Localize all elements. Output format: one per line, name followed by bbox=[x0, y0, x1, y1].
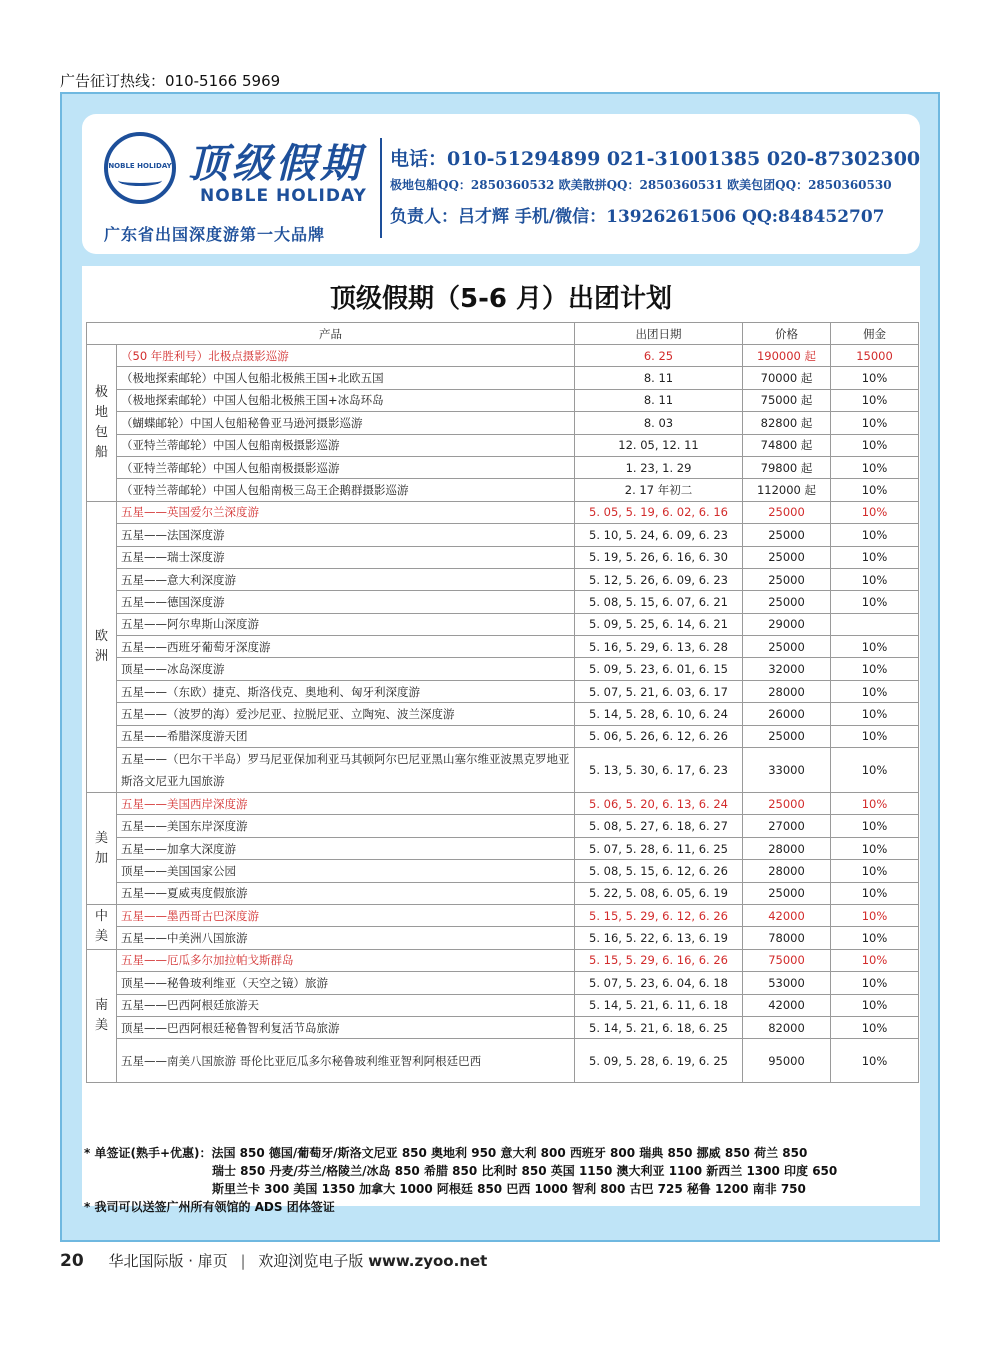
commission-cell: 10% bbox=[831, 501, 919, 523]
product-cell: 五星——美国东岸深度游 bbox=[117, 815, 575, 837]
product-cell: 五星——加拿大深度游 bbox=[117, 837, 575, 859]
commission-cell: 10% bbox=[831, 837, 919, 859]
table-row bbox=[87, 434, 919, 456]
table-row bbox=[87, 389, 919, 411]
price-cell: 42000 bbox=[743, 904, 831, 926]
region-label: 欧洲 bbox=[94, 628, 108, 664]
table-row bbox=[87, 882, 919, 904]
date-cell: 5. 07, 5. 21, 6. 03, 6. 17 bbox=[575, 680, 743, 702]
commission-cell: 10% bbox=[831, 748, 919, 793]
date-cell: 6. 25 bbox=[575, 345, 743, 367]
product-cell: 五星——意大利深度游 bbox=[117, 568, 575, 590]
date-cell: 5. 08, 5. 27, 6. 18, 6. 27 bbox=[575, 815, 743, 837]
product-cell: 五星——南美八国旅游 哥伦比亚厄瓜多尔秘鲁玻利维亚智利阿根廷巴西 bbox=[117, 1039, 575, 1083]
table-row bbox=[87, 703, 919, 725]
table-row bbox=[87, 860, 919, 882]
product-cell: （50 年胜利号）北极点摄影巡游 bbox=[117, 345, 575, 367]
date-cell: 5. 16, 5. 22, 6. 13, 6. 19 bbox=[575, 927, 743, 949]
page-frame bbox=[60, 92, 940, 1242]
price-cell: 25000 bbox=[743, 524, 831, 546]
visa-line-2: 瑞士 850 丹麦/芬兰/格陵兰/冰岛 850 希腊 850 比利时 850 英国 1150 澳大利亚 1100 新西兰 1300 印度 650 bbox=[212, 1164, 838, 1178]
table-row bbox=[87, 972, 919, 994]
product-cell: 五星——巴西阿根廷旅游天 bbox=[117, 994, 575, 1016]
price-cell: 95000 bbox=[743, 1039, 831, 1083]
date-cell: 5. 08, 5. 15, 6. 12, 6. 26 bbox=[575, 860, 743, 882]
table-row bbox=[87, 1039, 919, 1083]
product-cell: 五星——德国深度游 bbox=[117, 591, 575, 613]
table-row bbox=[87, 568, 919, 590]
date-cell: 8. 03 bbox=[575, 412, 743, 434]
product-cell: 五星——西班牙葡萄牙深度游 bbox=[117, 636, 575, 658]
price-cell: 25000 bbox=[743, 591, 831, 613]
visa-notes bbox=[84, 1144, 904, 1216]
price-cell: 29000 bbox=[743, 613, 831, 635]
phone-line: 电话：010-51294899 021-31001385 020-87302300 bbox=[390, 148, 921, 170]
product-cell: 五星——（东欧）捷克、斯洛伐克、奥地利、匈牙利深度游 bbox=[117, 680, 575, 702]
table-row bbox=[87, 636, 919, 658]
commission-cell: 10% bbox=[831, 949, 919, 971]
product-cell: 顶星——巴西阿根廷秘鲁智利复活节岛旅游 bbox=[117, 1016, 575, 1038]
commission-cell: 10% bbox=[831, 1039, 919, 1083]
commission-cell: 15000 bbox=[831, 345, 919, 367]
date-cell: 5. 14, 5. 28, 6. 10, 6. 24 bbox=[575, 703, 743, 725]
product-cell: 五星——厄瓜多尔加拉帕戈斯群岛 bbox=[117, 949, 575, 971]
product-cell: 顶星——秘鲁玻利维亚（天空之镜）旅游 bbox=[117, 972, 575, 994]
header-commission: 佣金 bbox=[831, 323, 919, 345]
price-cell: 82000 bbox=[743, 1016, 831, 1038]
commission-cell: 10% bbox=[831, 815, 919, 837]
date-cell: 5. 14, 5. 21, 6. 18, 6. 25 bbox=[575, 1016, 743, 1038]
price-cell: 25000 bbox=[743, 636, 831, 658]
browse-text: 欢迎浏览电子版 bbox=[258, 1252, 364, 1270]
manager-line: 负责人：吕才辉 手机/微信：13926261506 QQ:848452707 bbox=[390, 207, 885, 227]
region-cell bbox=[87, 949, 117, 1083]
commission-cell: 10% bbox=[831, 1016, 919, 1038]
table-row bbox=[87, 748, 919, 793]
date-cell: 5. 09, 5. 25, 6. 14, 6. 21 bbox=[575, 613, 743, 635]
commission-cell: 10% bbox=[831, 725, 919, 747]
price-cell: 190000 起 bbox=[743, 345, 831, 367]
product-cell: 五星——法国深度游 bbox=[117, 524, 575, 546]
price-cell: 28000 bbox=[743, 837, 831, 859]
price-cell: 75000 bbox=[743, 949, 831, 971]
date-cell: 5. 22, 5. 08, 6. 05, 6. 19 bbox=[575, 882, 743, 904]
footer-separator: | bbox=[240, 1252, 246, 1270]
product-cell: 五星——美国西岸深度游 bbox=[117, 793, 575, 815]
date-cell: 8. 11 bbox=[575, 389, 743, 411]
region-cell bbox=[87, 793, 117, 905]
date-cell: 5. 07, 5. 23, 6. 04, 6. 18 bbox=[575, 972, 743, 994]
commission-cell: 10% bbox=[831, 703, 919, 725]
price-cell: 25000 bbox=[743, 725, 831, 747]
date-cell: 5. 10, 5. 24, 6. 09, 6. 23 bbox=[575, 524, 743, 546]
product-cell: 五星——瑞士深度游 bbox=[117, 546, 575, 568]
ad-hotline: 广告征订热线：010-5166 5969 bbox=[60, 72, 281, 90]
table-row bbox=[87, 994, 919, 1016]
price-cell: 25000 bbox=[743, 793, 831, 815]
section-name: 华北国际版 · 扉页 bbox=[108, 1252, 228, 1270]
commission-cell: 10% bbox=[831, 927, 919, 949]
date-cell: 1. 23, 1. 29 bbox=[575, 456, 743, 478]
commission-cell: 10% bbox=[831, 680, 919, 702]
plan-title: 顶级假期（5-6 月）出团计划 bbox=[329, 284, 673, 314]
product-cell: 五星——墨西哥古巴深度游 bbox=[117, 904, 575, 926]
product-cell: 五星——夏威夷度假旅游 bbox=[117, 882, 575, 904]
header-date: 出团日期 bbox=[575, 323, 743, 345]
date-cell: 5. 15, 5. 29, 6. 16, 6. 26 bbox=[575, 949, 743, 971]
commission-cell: 10% bbox=[831, 793, 919, 815]
visa-line-3: 斯里兰卡 300 美国 1350 加拿大 1000 阿根廷 850 巴西 1000 智利 800 古巴 725 秘鲁 1200 南非 750 bbox=[212, 1182, 806, 1196]
table-row bbox=[87, 456, 919, 478]
table-row bbox=[87, 501, 919, 523]
table-row bbox=[87, 345, 919, 367]
date-cell: 5. 06, 5. 26, 6. 12, 6. 26 bbox=[575, 725, 743, 747]
commission-cell bbox=[831, 613, 919, 635]
date-cell: 8. 11 bbox=[575, 367, 743, 389]
date-cell: 5. 07, 5. 28, 6. 11, 6. 25 bbox=[575, 837, 743, 859]
product-cell: 五星——阿尔卑斯山深度游 bbox=[117, 613, 575, 635]
table-body bbox=[87, 345, 919, 1083]
tour-plan-table bbox=[86, 322, 919, 1083]
table-row bbox=[87, 949, 919, 971]
table-row bbox=[87, 412, 919, 434]
product-cell: 五星——（波罗的海）爱沙尼亚、拉脱尼亚、立陶宛、波兰深度游 bbox=[117, 703, 575, 725]
commission-cell: 10% bbox=[831, 524, 919, 546]
product-cell: 五星——中美洲八国旅游 bbox=[117, 927, 575, 949]
price-cell: 42000 bbox=[743, 994, 831, 1016]
price-cell: 27000 bbox=[743, 815, 831, 837]
product-cell: 五星——英国爱尔兰深度游 bbox=[117, 501, 575, 523]
date-cell: 5. 08, 5. 15, 6. 07, 6. 21 bbox=[575, 591, 743, 613]
header-product: 产品 bbox=[87, 323, 575, 345]
commission-cell: 10% bbox=[831, 546, 919, 568]
date-cell: 5. 14, 5. 21, 6. 11, 6. 18 bbox=[575, 994, 743, 1016]
logo-emblem bbox=[104, 132, 176, 204]
table-row bbox=[87, 837, 919, 859]
price-cell: 28000 bbox=[743, 680, 831, 702]
site-url[interactable]: www.zyoo.net bbox=[368, 1252, 488, 1270]
date-cell: 2. 17 年初二 bbox=[575, 479, 743, 501]
date-cell: 5. 15, 5. 29, 6. 12, 6. 26 bbox=[575, 904, 743, 926]
price-cell: 112000 起 bbox=[743, 479, 831, 501]
commission-cell: 10% bbox=[831, 636, 919, 658]
table-row bbox=[87, 815, 919, 837]
price-cell: 79800 起 bbox=[743, 456, 831, 478]
table-row bbox=[87, 591, 919, 613]
region-label: 极地包船 bbox=[94, 384, 108, 460]
price-cell: 32000 bbox=[743, 658, 831, 680]
qq-line: 极地包船QQ：2850360532 欧美散拼QQ：2850360531 欧美包团QQ：2850360530 bbox=[390, 178, 892, 192]
table-row bbox=[87, 904, 919, 926]
table-row bbox=[87, 793, 919, 815]
plan-card bbox=[82, 266, 920, 1206]
price-cell: 28000 bbox=[743, 860, 831, 882]
commission-cell: 10% bbox=[831, 434, 919, 456]
brand-name-cn: 顶级假期 bbox=[188, 140, 364, 187]
commission-cell: 10% bbox=[831, 479, 919, 501]
region-label: 中美 bbox=[94, 908, 108, 944]
commission-cell: 10% bbox=[831, 860, 919, 882]
commission-cell: 10% bbox=[831, 367, 919, 389]
header-divider bbox=[380, 138, 382, 238]
product-cell: （亚特兰蒂邮轮）中国人包船南极三岛王企鹅群摄影巡游 bbox=[117, 479, 575, 501]
header-card bbox=[82, 114, 920, 254]
product-cell: （亚特兰蒂邮轮）中国人包船南极摄影巡游 bbox=[117, 434, 575, 456]
brand-slogan: 广东省出国深度游第一大品牌 bbox=[104, 225, 326, 244]
header-price: 价格 bbox=[743, 323, 831, 345]
commission-cell: 10% bbox=[831, 904, 919, 926]
product-cell: 五星——希腊深度游天团 bbox=[117, 725, 575, 747]
commission-cell: 10% bbox=[831, 972, 919, 994]
date-cell: 12. 05, 12. 11 bbox=[575, 434, 743, 456]
table-row bbox=[87, 927, 919, 949]
commission-cell: 10% bbox=[831, 568, 919, 590]
price-cell: 74800 起 bbox=[743, 434, 831, 456]
product-cell: （亚特兰蒂邮轮）中国人包船南极摄影巡游 bbox=[117, 456, 575, 478]
table-row bbox=[87, 658, 919, 680]
page-footer bbox=[60, 1250, 940, 1271]
date-cell: 5. 09, 5. 28, 6. 19, 6. 25 bbox=[575, 1039, 743, 1083]
commission-cell: 10% bbox=[831, 456, 919, 478]
price-cell: 33000 bbox=[743, 748, 831, 793]
price-cell: 25000 bbox=[743, 568, 831, 590]
table-header-row bbox=[87, 323, 919, 345]
wave-icon bbox=[118, 175, 162, 186]
date-cell: 5. 13, 5. 30, 6. 17, 6. 23 bbox=[575, 748, 743, 793]
table-row bbox=[87, 479, 919, 501]
table-row bbox=[87, 524, 919, 546]
table-row bbox=[87, 613, 919, 635]
commission-cell: 10% bbox=[831, 658, 919, 680]
price-cell: 70000 起 bbox=[743, 367, 831, 389]
commission-cell: 10% bbox=[831, 882, 919, 904]
price-cell: 26000 bbox=[743, 703, 831, 725]
price-cell: 25000 bbox=[743, 882, 831, 904]
date-cell: 5. 06, 5. 20, 6. 13, 6. 24 bbox=[575, 793, 743, 815]
price-cell: 53000 bbox=[743, 972, 831, 994]
date-cell: 5. 19, 5. 26, 6. 16, 6. 30 bbox=[575, 546, 743, 568]
date-cell: 5. 12, 5. 26, 6. 09, 6. 23 bbox=[575, 568, 743, 590]
logo-ring-text: NOBLE HOLIDAY bbox=[108, 162, 172, 170]
region-cell bbox=[87, 345, 117, 502]
date-cell: 5. 09, 5. 23, 6. 01, 6. 15 bbox=[575, 658, 743, 680]
price-cell: 82800 起 bbox=[743, 412, 831, 434]
product-cell: （蝴蝶邮轮）中国人包船秘鲁亚马逊河摄影巡游 bbox=[117, 412, 575, 434]
region-cell bbox=[87, 501, 117, 792]
product-cell: 五星——（巴尔干半岛）罗马尼亚保加利亚马其顿阿尔巴尼亚黑山塞尔维亚波黑克罗地亚斯洛文尼亚九国旅游 bbox=[117, 748, 575, 793]
table-row bbox=[87, 367, 919, 389]
product-cell: 顶星——冰岛深度游 bbox=[117, 658, 575, 680]
region-label: 南美 bbox=[94, 998, 108, 1034]
region-cell bbox=[87, 904, 117, 949]
table-row bbox=[87, 725, 919, 747]
visa-line-1: * 单签证(熟手+优惠)：法国 850 德国/葡萄牙/斯洛文尼亚 850 奥地利 950 意大利 800 西班牙 800 瑞典 850 挪威 850 荷兰 850 bbox=[84, 1146, 808, 1160]
brand-name-en: NOBLE HOLIDAY bbox=[200, 186, 367, 206]
table-row bbox=[87, 680, 919, 702]
table-row bbox=[87, 1016, 919, 1038]
table-row bbox=[87, 546, 919, 568]
commission-cell: 10% bbox=[831, 994, 919, 1016]
date-cell: 5. 05, 5. 19, 6. 02, 6. 16 bbox=[575, 501, 743, 523]
product-cell: 顶星——美国国家公园 bbox=[117, 860, 575, 882]
ads-line: * 我司可以送签广州所有领馆的 ADS 团体签证 bbox=[84, 1200, 335, 1214]
price-cell: 78000 bbox=[743, 927, 831, 949]
date-cell: 5. 16, 5. 29, 6. 13, 6. 28 bbox=[575, 636, 743, 658]
commission-cell: 10% bbox=[831, 412, 919, 434]
commission-cell: 10% bbox=[831, 591, 919, 613]
product-cell: （极地探索邮轮）中国人包船北极熊王国+冰岛环岛 bbox=[117, 389, 575, 411]
price-cell: 25000 bbox=[743, 501, 831, 523]
price-cell: 75000 起 bbox=[743, 389, 831, 411]
region-label: 美加 bbox=[94, 830, 108, 866]
product-cell: （极地探索邮轮）中国人包船北极熊王国+北欧五国 bbox=[117, 367, 575, 389]
page-number: 20 bbox=[60, 1251, 84, 1271]
commission-cell: 10% bbox=[831, 389, 919, 411]
price-cell: 25000 bbox=[743, 546, 831, 568]
